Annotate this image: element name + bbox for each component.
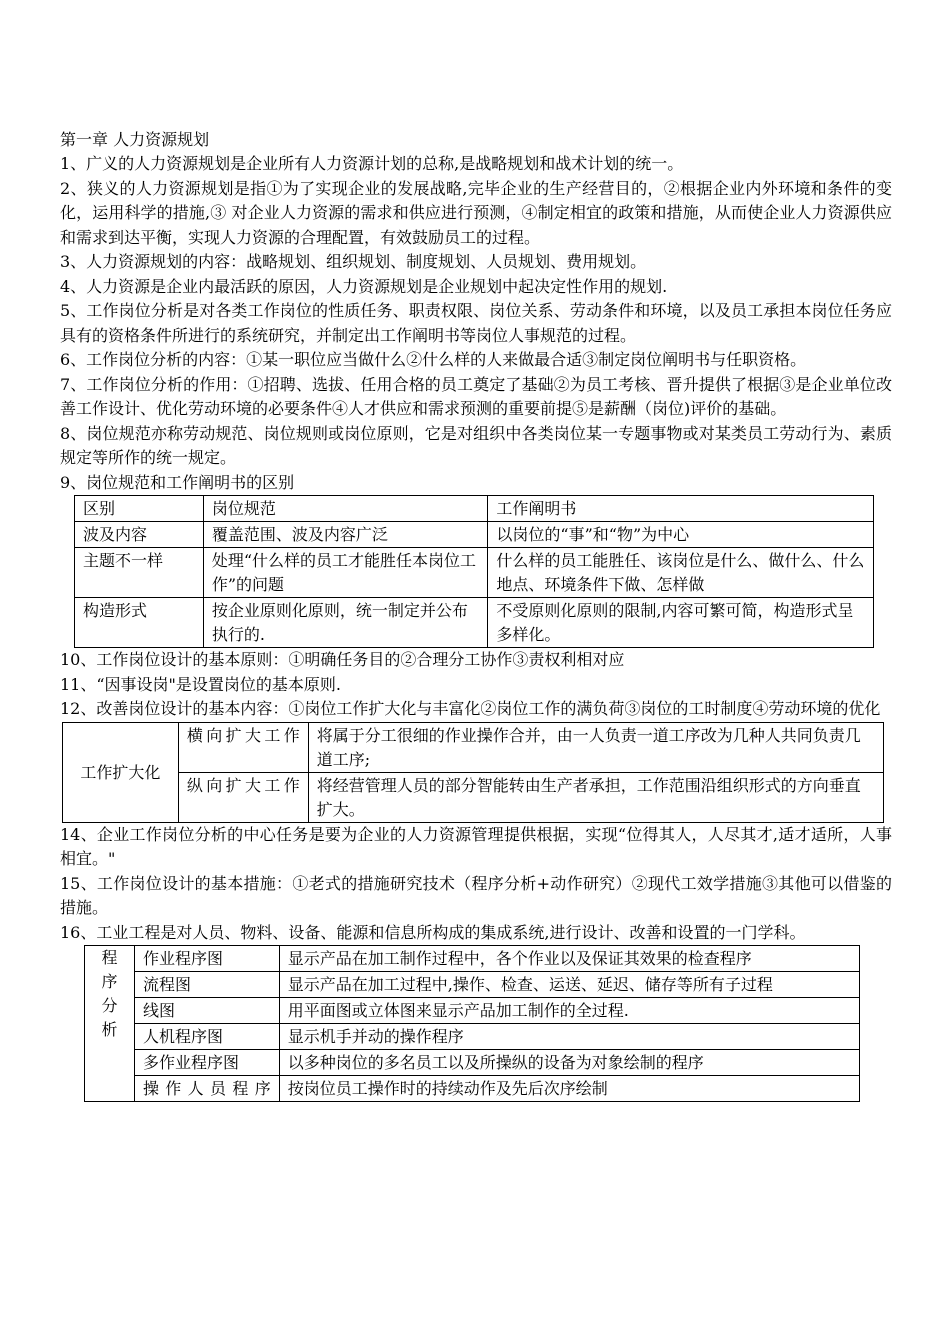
table-cell: 覆盖范围、波及内容广泛 — [203, 522, 488, 548]
paragraph-1: 1、广义的人力资源规划是企业所有人力资源计划的总称,是战略规划和战术计划的统一。 — [60, 154, 684, 173]
table-cell: 主题不一样 — [75, 548, 204, 598]
table-row — [75, 598, 874, 648]
chapter-title: 第一章 人力资源规划 — [60, 130, 210, 149]
table-group-cell — [85, 946, 135, 1102]
table-row — [85, 1076, 860, 1102]
table-row — [63, 772, 884, 822]
group-char: 分 — [101, 996, 118, 1015]
table-cell: 纵向扩大工作 — [178, 772, 308, 822]
table-cell: 处理“什么样的员工才能胜任本岗位工作”的问题 — [203, 548, 488, 598]
table-row — [85, 1024, 860, 1050]
table-cell: 显示产品在加工制作过程中，各个作业以及保证其效果的检查程序 — [279, 946, 859, 972]
table-cell: 构造形式 — [75, 598, 204, 648]
table-row — [75, 522, 874, 548]
table-row — [75, 548, 874, 598]
group-char: 析 — [101, 1020, 118, 1039]
table-row — [85, 998, 860, 1024]
table-cell: 岗位规范 — [203, 496, 488, 522]
table-cell: 显示产品在加工过程中,操作、检查、运送、延迟、储存等所有子过程 — [279, 972, 859, 998]
comparison-table — [74, 495, 874, 648]
job-enlargement-table — [62, 722, 884, 823]
paragraph-6: 6、工作岗位分析的内容：①某一职位应当做什么②什么样的人来做最合适③制定岗位阐明书与任职资格。 — [60, 350, 807, 369]
table-cell: 什么样的员工能胜任、该岗位是什么、做什么、什么地点、环境条件下做、怎样做 — [488, 548, 874, 598]
table-cell: 按岗位员工操作时的持续动作及先后次序绘制 — [279, 1076, 859, 1102]
group-char: 程 — [101, 948, 118, 967]
table-row — [63, 722, 884, 772]
paragraph-11: 11、“因事设岗"是设置岗位的基本原则. — [60, 674, 341, 694]
table-cell: 操作人员程序 — [134, 1076, 279, 1102]
paragraph-5: 5、工作岗位分析是对各类工作岗位的性质任务、职责权限、岗位关系、劳动条件和环境，以及员工承担本岗位任务应具有的资格条件所进行的系统研究，并制定出工作阐明书等岗位人事规范的过程。 — [60, 301, 892, 345]
group-char: 序 — [101, 972, 118, 991]
table-cell: 按企业原则化原则，统一制定并公布执行的. — [203, 598, 488, 648]
paragraph-15: 15、工作岗位设计的基本措施：①老式的措施研究技术（程序分析+动作研究）②现代工效学措施③其他可以借鉴的措施。 — [60, 873, 892, 917]
table-cell: 显示机手并动的操作程序 — [279, 1024, 859, 1050]
paragraph-12: 12、改善岗位设计的基本内容：①岗位工作扩大化与丰富化②岗位工作的满负荷③岗位的工时制度④劳动环境的优化 — [60, 699, 881, 718]
process-analysis-table — [84, 945, 860, 1102]
table-cell: 将属于分工很细的作业操作合并，由一人负责一道工序改为几种人共同负责几道工序; — [308, 722, 883, 772]
table-cell: 用平面图或立体图来显示产品加工制作的全过程. — [279, 998, 859, 1024]
table-cell: 多作业程序图 — [134, 1050, 279, 1076]
table-cell: 工作阐明书 — [488, 496, 874, 522]
table-cell: 以多种岗位的多名员工以及所操纵的设备为对象绘制的程序 — [279, 1050, 859, 1076]
paragraph-2: 2、狭义的人力资源规划是指①为了实现企业的发展战略,完毕企业的生产经营目的，②根据企业内外环境和条件的变化，运用科学的措施,③ 对企业人力资源的需求和供应进行预测，④制定相宜的政策和措施，从而使企业人力资源供应和需求到达平衡，实现人力资源的合理配置，有效鼓励员工的过程。 — [60, 178, 892, 247]
paragraph-9: 9、岗位规范和工作阐明书的区别 — [60, 472, 295, 492]
table-cell: 线图 — [134, 998, 279, 1024]
document-body — [60, 128, 892, 1102]
table-cell: 流程图 — [134, 972, 279, 998]
paragraph-10: 10、工作岗位设计的基本原则：①明确任务目的②合理分工协作③责权利相对应 — [60, 650, 625, 669]
table-row — [75, 496, 874, 522]
table-cell: 人机程序图 — [134, 1024, 279, 1050]
table-cell: 作业程序图 — [134, 946, 279, 972]
paragraph-4: 4、人力资源是企业内最活跃的原因，人力资源规划是企业规划中起决定性作用的规划. — [60, 276, 668, 296]
table-cell: 波及内容 — [75, 522, 204, 548]
table-cell: 以岗位的“事”和“物”为中心 — [488, 522, 874, 548]
paragraph-7: 7、工作岗位分析的作用：①招聘、选拔、任用合格的员工奠定了基础②为员工考核、晋升提供了根据③是企业单位改善工作设计、优化劳动环境的必要条件④人才供应和需求预测的重要前提⑤是薪酬（岗位)评价的基础。 — [60, 374, 892, 418]
table-row — [85, 946, 860, 972]
table-cell: 不受原则化原则的限制,内容可繁可简，构造形式呈多样化。 — [488, 598, 874, 648]
paragraph-8: 8、岗位规范亦称劳动规范、岗位规则或岗位原则，它是对组织中各类岗位某一专题事物或对某类员工劳动行为、素质规定等所作的统一规定。 — [60, 423, 892, 467]
table-row — [85, 1050, 860, 1076]
table-row — [85, 972, 860, 998]
paragraph-3: 3、人力资源规划的内容：战略规划、组织规划、制度规划、人员规划、费用规划。 — [60, 252, 647, 271]
table-cell: 区别 — [75, 496, 204, 522]
paragraph-16: 16、工业工程是对人员、物料、设备、能源和信息所构成的集成系统,进行设计、改善和设置的一门学科。 — [60, 922, 806, 942]
table-group-cell: 工作扩大化 — [63, 722, 179, 822]
table-cell: 横向扩大工作 — [178, 722, 308, 772]
table-cell: 将经营管理人员的部分智能转由生产者承担，工作范围沿组织形式的方向垂直扩大。 — [308, 772, 883, 822]
paragraph-14: 14、企业工作岗位分析的中心任务是要为企业的人力资源管理提供根据，实现“位得其人，人尽其才,适才适所，人事相宜。" — [60, 824, 892, 868]
